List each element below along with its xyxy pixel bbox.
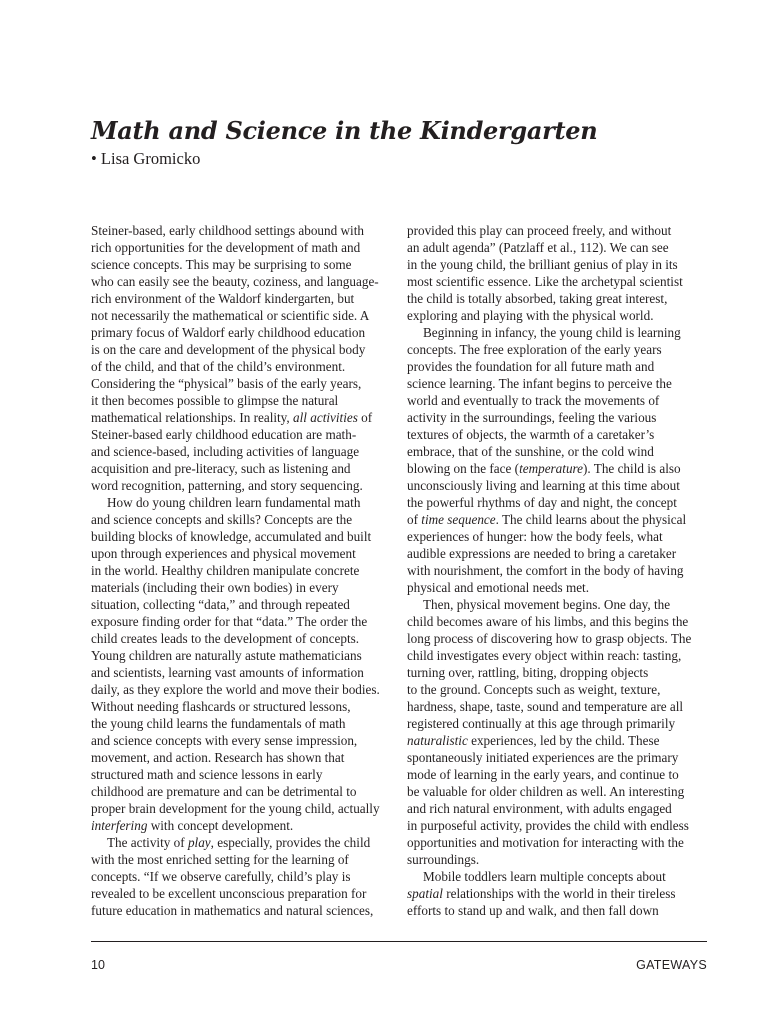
text-line: turning over, rattling, biting, dropping objects xyxy=(407,665,649,680)
text-line: the child is totally absorbed, taking great interest, xyxy=(407,291,668,306)
text-line: most scientific essence. Like the archetypal scientist xyxy=(407,274,683,289)
text-line: spatial relationships with the world in their tireless xyxy=(407,886,676,901)
text-line: exposure finding order for that “data.” The order the xyxy=(91,614,368,629)
text-line: word recognition, patterning, and story sequencing. xyxy=(91,478,363,493)
text-line: child becomes aware of his limbs, and this begins the xyxy=(407,614,689,629)
body-column-right xyxy=(407,222,705,919)
text-line: in the world. Healthy children manipulate concrete xyxy=(91,563,360,578)
text-line: provides the foundation for all future math and xyxy=(407,359,655,374)
text-line: who can easily see the beauty, coziness, and language- xyxy=(91,274,379,289)
text-line: exploring and playing with the physical world. xyxy=(407,308,654,323)
text-line: Mobile toddlers learn multiple concepts about xyxy=(423,869,666,884)
text-line: revealed to be excellent unconscious preparation for xyxy=(91,886,367,901)
text-line: interfering with concept development. xyxy=(91,818,294,833)
text-line: Steiner-based early childhood education are math- xyxy=(91,427,357,442)
text-line: Considering the “physical” basis of the early years, xyxy=(91,376,362,391)
text-line: efforts to stand up and walk, and then fall down xyxy=(407,903,659,918)
emphasis: interfering xyxy=(91,818,148,833)
text-line: textures of objects, the warmth of a caretaker’s xyxy=(407,427,655,442)
text-line: Young children are naturally astute mathematicians xyxy=(91,648,362,663)
text-line: is on the care and development of the physical body xyxy=(91,342,366,357)
text-line: science learning. The infant begins to perceive the xyxy=(407,376,672,391)
text-line: and rich natural environment, with adults engaged xyxy=(407,801,672,816)
text-line: opportunities and motivation for interacting with the xyxy=(407,835,684,850)
text-line: upon through experiences and physical movement xyxy=(91,546,356,561)
text-line: The activity of play, especially, provides the child xyxy=(107,835,371,850)
text-line: Steiner-based, early childhood settings abound with xyxy=(91,223,364,238)
emphasis: temperature xyxy=(519,461,584,476)
emphasis: spatial xyxy=(407,886,443,901)
text-line: the powerful rhythms of day and night, the concept xyxy=(407,495,677,510)
text-line: not necessarily the mathematical or scientific side. A xyxy=(91,308,370,323)
text-line: proper brain development for the young child, actually xyxy=(91,801,380,816)
text-line: embrace, that of the sunshine, or the cold wind xyxy=(407,444,654,459)
text-line: hardness, shape, taste, sound and temperature are all xyxy=(407,699,684,714)
text-line: situation, collecting “data,” and through repeated xyxy=(91,597,350,612)
text-line: Without needing flashcards or structured lessons, xyxy=(91,699,351,714)
article-title: Math and Science in the Kindergarten xyxy=(91,116,598,145)
text-line: world and eventually to track the movements of xyxy=(407,393,660,408)
text-line: audible expressions are needed to bring a caretaker xyxy=(407,546,677,561)
text-line: provided this play can proceed freely, and without xyxy=(407,223,672,238)
text-line: childhood are premature and can be detrimental to xyxy=(91,784,357,799)
text-line: the young child learns the fundamentals of math xyxy=(91,716,346,731)
text-line: activity in the surroundings, feeling the various xyxy=(407,410,657,425)
text-line: primary focus of Waldorf early childhood education xyxy=(91,325,366,340)
emphasis: all activities xyxy=(293,410,358,425)
footer-rule xyxy=(91,941,707,942)
text-line: Beginning in infancy, the young child is learning xyxy=(423,325,681,340)
text-line: in purposeful activity, provides the child with endless xyxy=(407,818,689,833)
text-line: movement, and action. Research has shown that xyxy=(91,750,345,765)
emphasis: naturalistic xyxy=(407,733,468,748)
text-line: acquisition and pre-literacy, such as listening and xyxy=(91,461,351,476)
text-line: Then, physical movement begins. One day, the xyxy=(423,597,671,612)
text-line: daily, as they explore the world and move their bodies. xyxy=(91,682,380,697)
text-line: experiences of hunger: how the body feels, what xyxy=(407,529,663,544)
body-column-left xyxy=(91,222,389,919)
emphasis: time sequence xyxy=(421,512,496,527)
text-line: blowing on the face (temperature). The child is also xyxy=(407,461,681,476)
text-line: mode of learning in the early years, and continue to xyxy=(407,767,679,782)
text-line: concepts. “If we observe carefully, child’s play is xyxy=(91,869,351,884)
emphasis: play xyxy=(187,835,211,850)
text-line: concepts. The free exploration of the early years xyxy=(407,342,662,357)
text-line: child creates leads to the development of concepts. xyxy=(91,631,360,646)
text-line: surroundings. xyxy=(407,852,480,867)
publication-name: GATEWAYS xyxy=(636,958,707,972)
text-line: materials (including their own bodies) in every xyxy=(91,580,339,595)
text-line: an adult agenda” (Patzlaff et al., 112). We can see xyxy=(407,240,669,255)
text-line: to the ground. Concepts such as weight, texture, xyxy=(407,682,661,697)
text-line: How do young children learn fundamental math xyxy=(107,495,361,510)
text-line: with nourishment, the comfort in the body of having xyxy=(407,563,684,578)
page-number: 10 xyxy=(91,958,105,972)
text-line: science concepts. This may be surprising to some xyxy=(91,257,352,272)
text-line: be valuable for older children as well. An interesting xyxy=(407,784,685,799)
text-line: unconsciously living and learning at this time about xyxy=(407,478,680,493)
text-line: of the child, and that of the child’s environment. xyxy=(91,359,346,374)
author-byline: • Lisa Gromicko xyxy=(91,149,201,168)
text-line: child investigates every object within reach: tasting, xyxy=(407,648,682,663)
text-line: in the young child, the brilliant genius of play in its xyxy=(407,257,678,272)
text-line: naturalistic experiences, led by the child. These xyxy=(407,733,660,748)
text-line: and science concepts with every sense impression, xyxy=(91,733,358,748)
text-line: structured math and science lessons in early xyxy=(91,767,323,782)
text-line: it then becomes possible to glimpse the natural xyxy=(91,393,339,408)
text-line: registered continually at this age through primarily xyxy=(407,716,676,731)
text-line: rich environment of the Waldorf kindergarten, but xyxy=(91,291,355,306)
text-line: mathematical relationships. In reality, all activities of xyxy=(91,410,373,425)
text-line: long process of discovering how to grasp objects. The xyxy=(407,631,692,646)
text-line: building blocks of knowledge, accumulated and built xyxy=(91,529,372,544)
text-line: and science concepts and skills? Concepts are the xyxy=(91,512,353,527)
text-line: with the most enriched setting for the learning of xyxy=(91,852,349,867)
text-line: rich opportunities for the development of math and xyxy=(91,240,361,255)
text-line: of time sequence. The child learns about the physical xyxy=(407,512,687,527)
text-line: and science-based, including activities of language xyxy=(91,444,360,459)
text-line: and scientists, learning vast amounts of information xyxy=(91,665,364,680)
text-line: physical and emotional needs met. xyxy=(407,580,590,595)
text-line: future education in mathematics and natural sciences, xyxy=(91,903,374,918)
text-line: spontaneously initiated experiences are the primary xyxy=(407,750,679,765)
